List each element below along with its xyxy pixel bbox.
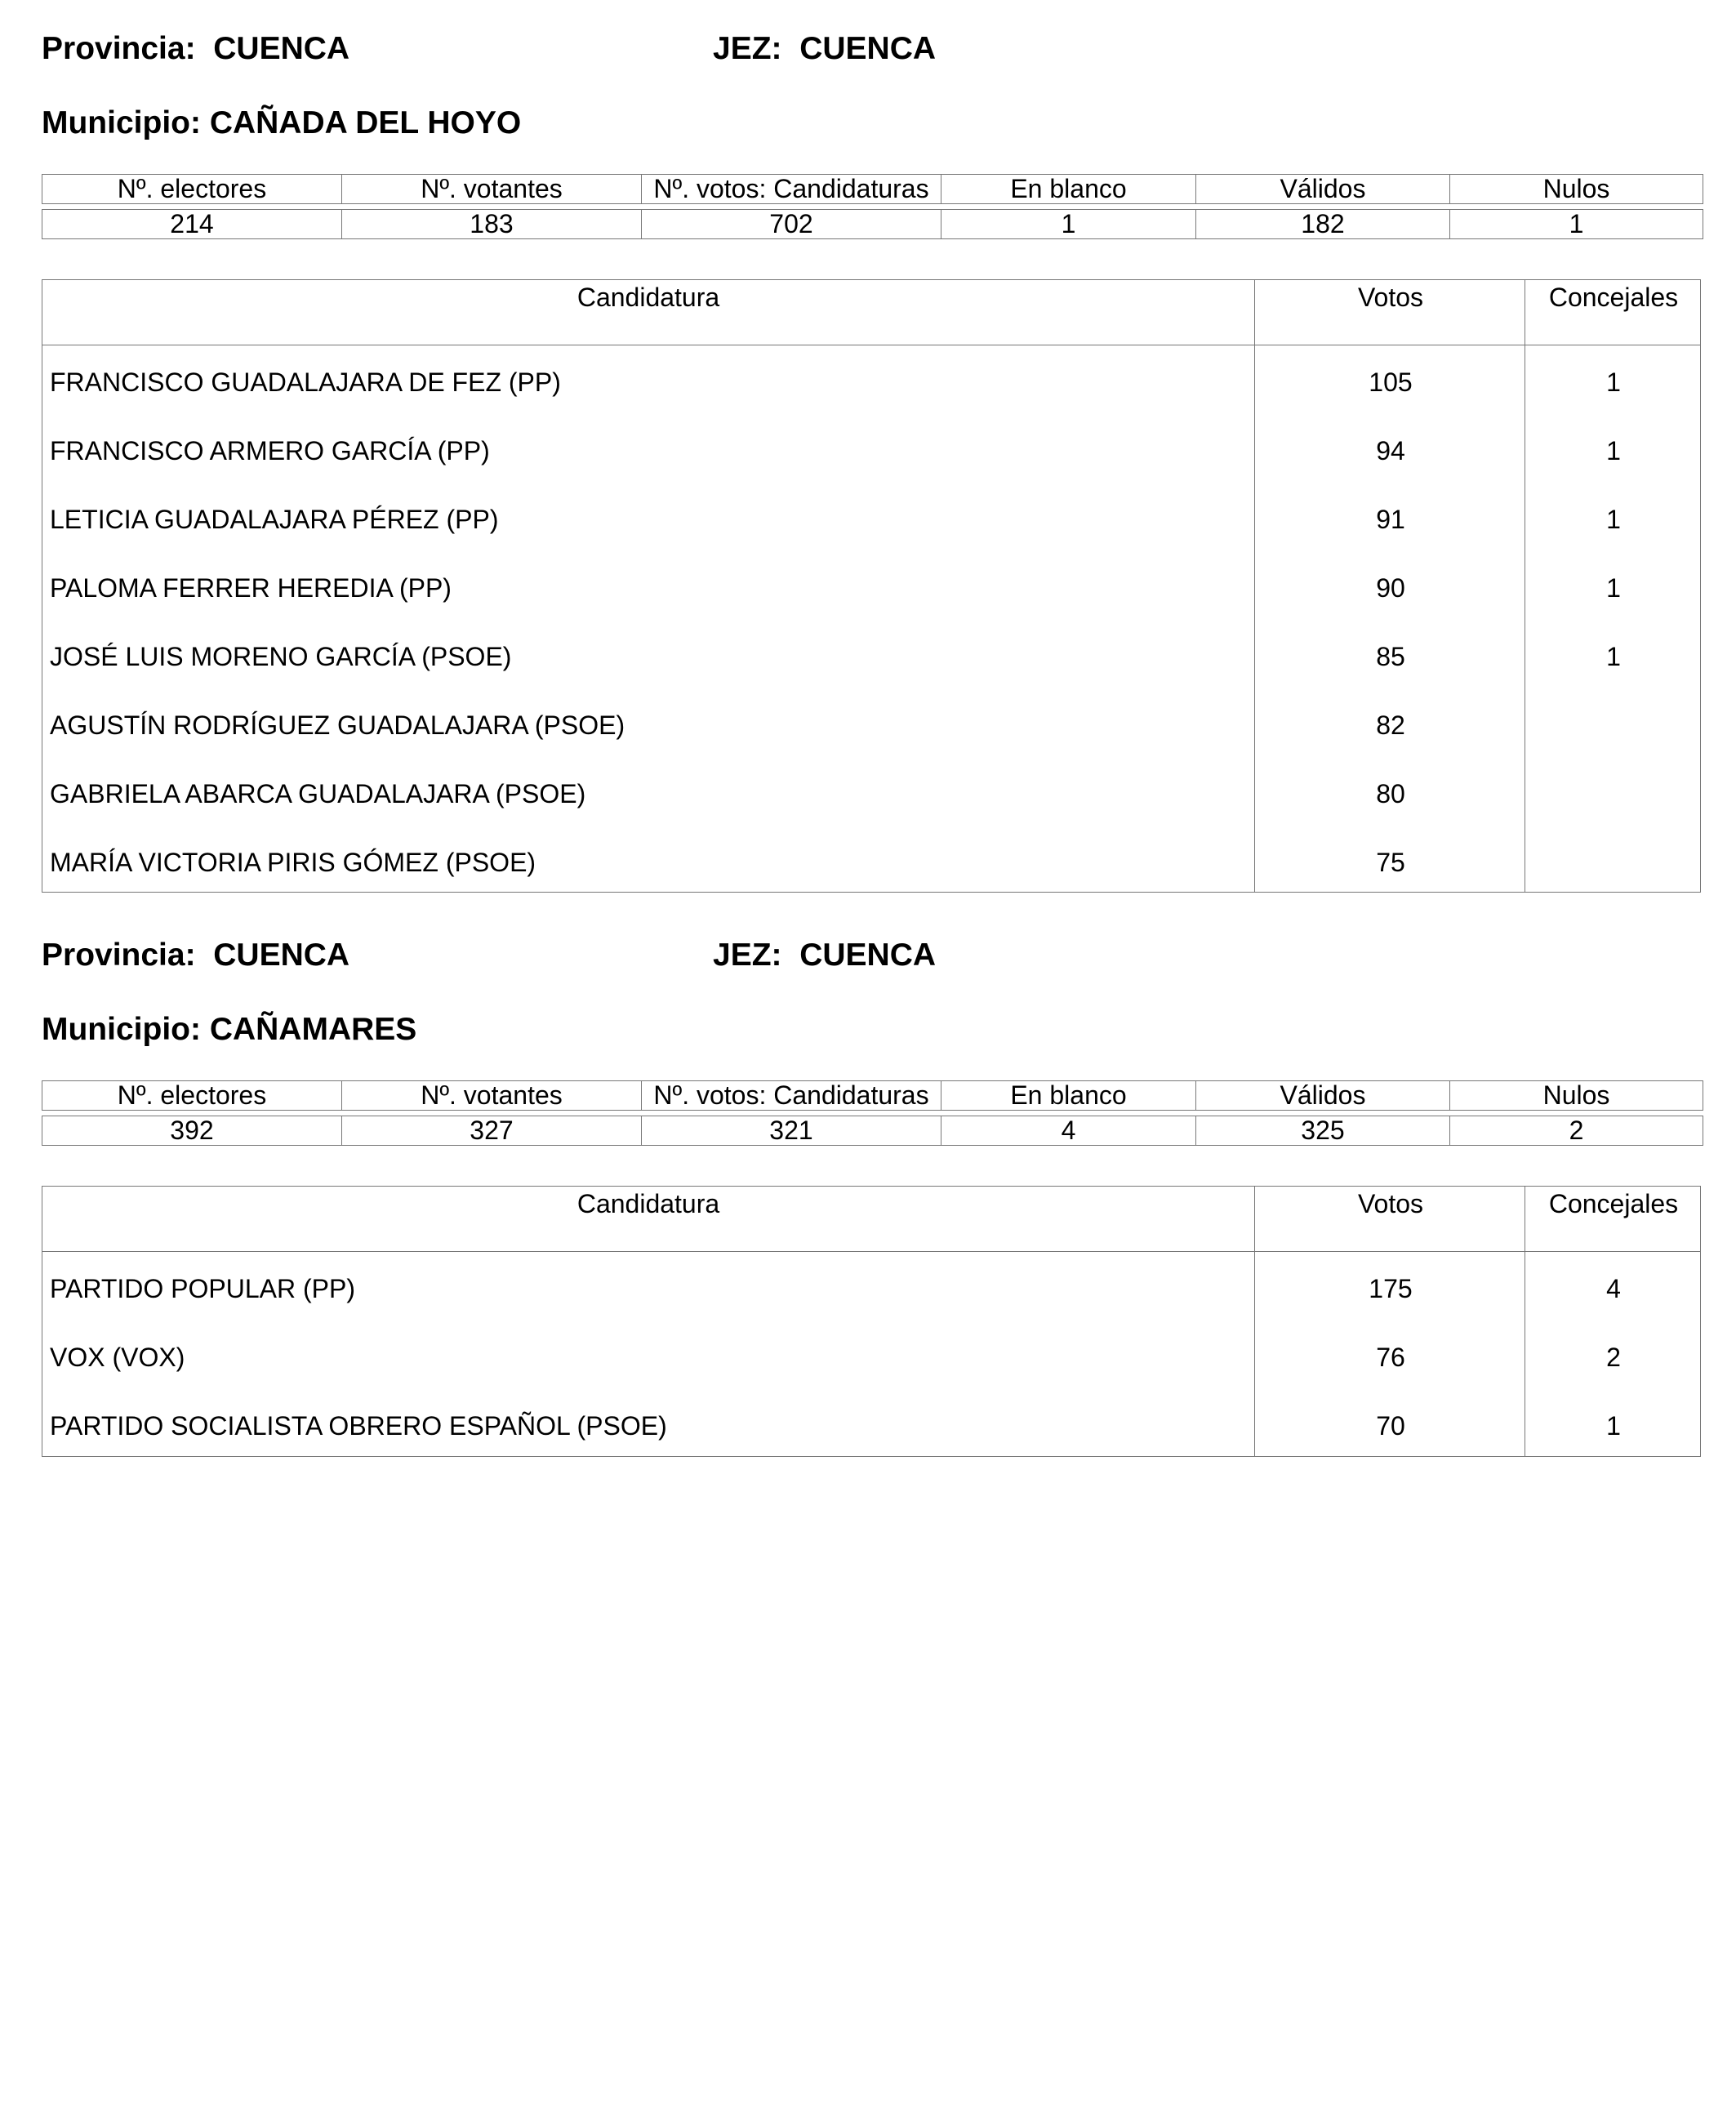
summary-value-row — [42, 210, 1703, 239]
summary-header-row — [42, 1081, 1703, 1111]
candidates-table — [42, 279, 1701, 893]
candidates-header — [42, 1187, 1700, 1252]
candidate-row — [42, 1316, 1700, 1384]
candidates-table — [42, 1186, 1701, 1457]
candidate-votes: 75 — [1376, 848, 1405, 877]
candidate-name: FRANCISCO ARMERO GARCÍA (PP) — [50, 436, 490, 465]
value-en-blanco: 1 — [941, 210, 1196, 239]
summary-table — [42, 1080, 1703, 1146]
candidate-votes: 90 — [1376, 573, 1405, 603]
candidate-row — [42, 345, 1700, 409]
header-votantes: Nº. votantes — [342, 175, 642, 204]
municipio-label: Municipio: — [42, 1012, 201, 1047]
header-votos-candidaturas: Nº. votos: Candidaturas — [642, 1081, 941, 1111]
candidate-votes: 91 — [1376, 505, 1405, 534]
header-en-blanco: En blanco — [941, 1081, 1196, 1111]
candidate-concejales: 1 — [1606, 573, 1621, 603]
candidate-name: JOSÉ LUIS MORENO GARCÍA (PSOE) — [50, 642, 512, 671]
candidate-votes: 82 — [1376, 710, 1405, 740]
candidate-concejales: 1 — [1606, 505, 1621, 534]
candidate-row — [42, 752, 1700, 821]
value-electores: 214 — [42, 210, 342, 239]
value-validos: 325 — [1196, 1116, 1450, 1146]
summary-header-row — [42, 175, 1703, 204]
candidate-name: PARTIDO POPULAR (PP) — [50, 1274, 355, 1303]
candidate-name: LETICIA GUADALAJARA PÉREZ (PP) — [50, 505, 499, 534]
candidate-row — [42, 546, 1700, 615]
value-en-blanco: 4 — [941, 1116, 1196, 1146]
header-validos: Válidos — [1196, 175, 1450, 204]
value-nulos: 2 — [1450, 1116, 1703, 1146]
candidate-row — [42, 1384, 1700, 1453]
header-votos-candidaturas: Nº. votos: Candidaturas — [642, 175, 941, 204]
value-votos-candidaturas: 702 — [642, 210, 941, 239]
provincia-line — [42, 939, 349, 971]
candidate-name: GABRIELA ABARCA GUADALAJARA (PSOE) — [50, 779, 586, 808]
header-concejales: Concejales — [1548, 1189, 1679, 1218]
provincia-label: Provincia: — [42, 31, 196, 66]
summary-value-row — [42, 1116, 1703, 1146]
header-validos: Válidos — [1196, 1081, 1450, 1111]
candidate-votes: 70 — [1376, 1411, 1405, 1441]
value-electores: 392 — [42, 1116, 342, 1146]
candidate-row — [42, 409, 1700, 478]
provincia-value: CUENCA — [213, 31, 350, 66]
candidates-header — [42, 280, 1700, 345]
candidate-row — [42, 1252, 1700, 1316]
municipio-line — [42, 1013, 416, 1045]
header-votos: Votos — [1357, 283, 1424, 312]
candidate-name: PARTIDO SOCIALISTA OBRERO ESPAÑOL (PSOE) — [50, 1411, 667, 1441]
candidate-concejales: 1 — [1606, 1411, 1621, 1441]
header-electores: Nº. electores — [42, 1081, 342, 1111]
candidate-votes: 94 — [1376, 436, 1405, 465]
jez-value: CUENCA — [799, 31, 937, 66]
candidate-name: FRANCISCO GUADALAJARA DE FEZ (PP) — [50, 367, 561, 397]
candidate-votes: 80 — [1376, 779, 1405, 808]
candidate-votes: 105 — [1369, 367, 1413, 397]
header-nulos: Nulos — [1450, 1081, 1703, 1111]
jez-line — [713, 33, 936, 65]
candidate-concejales: 4 — [1606, 1274, 1621, 1303]
candidate-votes: 175 — [1369, 1274, 1413, 1303]
candidate-concejales: 1 — [1606, 367, 1621, 397]
header-votos: Votos — [1357, 1189, 1424, 1218]
municipio-label: Municipio: — [42, 105, 201, 140]
candidate-name: AGUSTÍN RODRÍGUEZ GUADALAJARA (PSOE) — [50, 710, 625, 740]
municipio-value: CAÑADA DEL HOYO — [209, 105, 522, 140]
municipio-line — [42, 107, 521, 139]
value-validos: 182 — [1196, 210, 1450, 239]
jez-label: JEZ: — [713, 31, 782, 66]
header-votantes: Nº. votantes — [342, 1081, 642, 1111]
jez-label: JEZ: — [713, 938, 782, 973]
candidate-row — [42, 821, 1700, 889]
candidate-concejales: 1 — [1606, 436, 1621, 465]
value-votantes: 327 — [342, 1116, 642, 1146]
candidate-concejales: 1 — [1606, 642, 1621, 671]
candidate-row — [42, 478, 1700, 546]
provincia-value: CUENCA — [213, 938, 350, 973]
value-votos-candidaturas: 321 — [642, 1116, 941, 1146]
header-candidatura: Candidatura — [576, 283, 720, 312]
candidate-votes: 85 — [1376, 642, 1405, 671]
candidate-concejales: 2 — [1606, 1343, 1621, 1372]
provincia-line — [42, 33, 349, 65]
candidate-row — [42, 615, 1700, 684]
jez-value: CUENCA — [799, 938, 937, 973]
header-nulos: Nulos — [1450, 175, 1703, 204]
header-electores: Nº. electores — [42, 175, 342, 204]
candidate-votes: 76 — [1376, 1343, 1405, 1372]
candidate-name: PALOMA FERRER HEREDIA (PP) — [50, 573, 452, 603]
header-concejales: Concejales — [1548, 283, 1679, 312]
header-en-blanco: En blanco — [941, 175, 1196, 204]
candidate-row — [42, 684, 1700, 752]
value-votantes: 183 — [342, 210, 642, 239]
header-candidatura: Candidatura — [576, 1189, 720, 1218]
provincia-label: Provincia: — [42, 938, 196, 973]
jez-line — [713, 939, 936, 971]
municipio-value: CAÑAMARES — [209, 1012, 417, 1047]
candidate-name: VOX (VOX) — [50, 1343, 185, 1372]
candidate-name: MARÍA VICTORIA PIRIS GÓMEZ (PSOE) — [50, 848, 536, 877]
value-nulos: 1 — [1450, 210, 1703, 239]
summary-table — [42, 174, 1703, 239]
